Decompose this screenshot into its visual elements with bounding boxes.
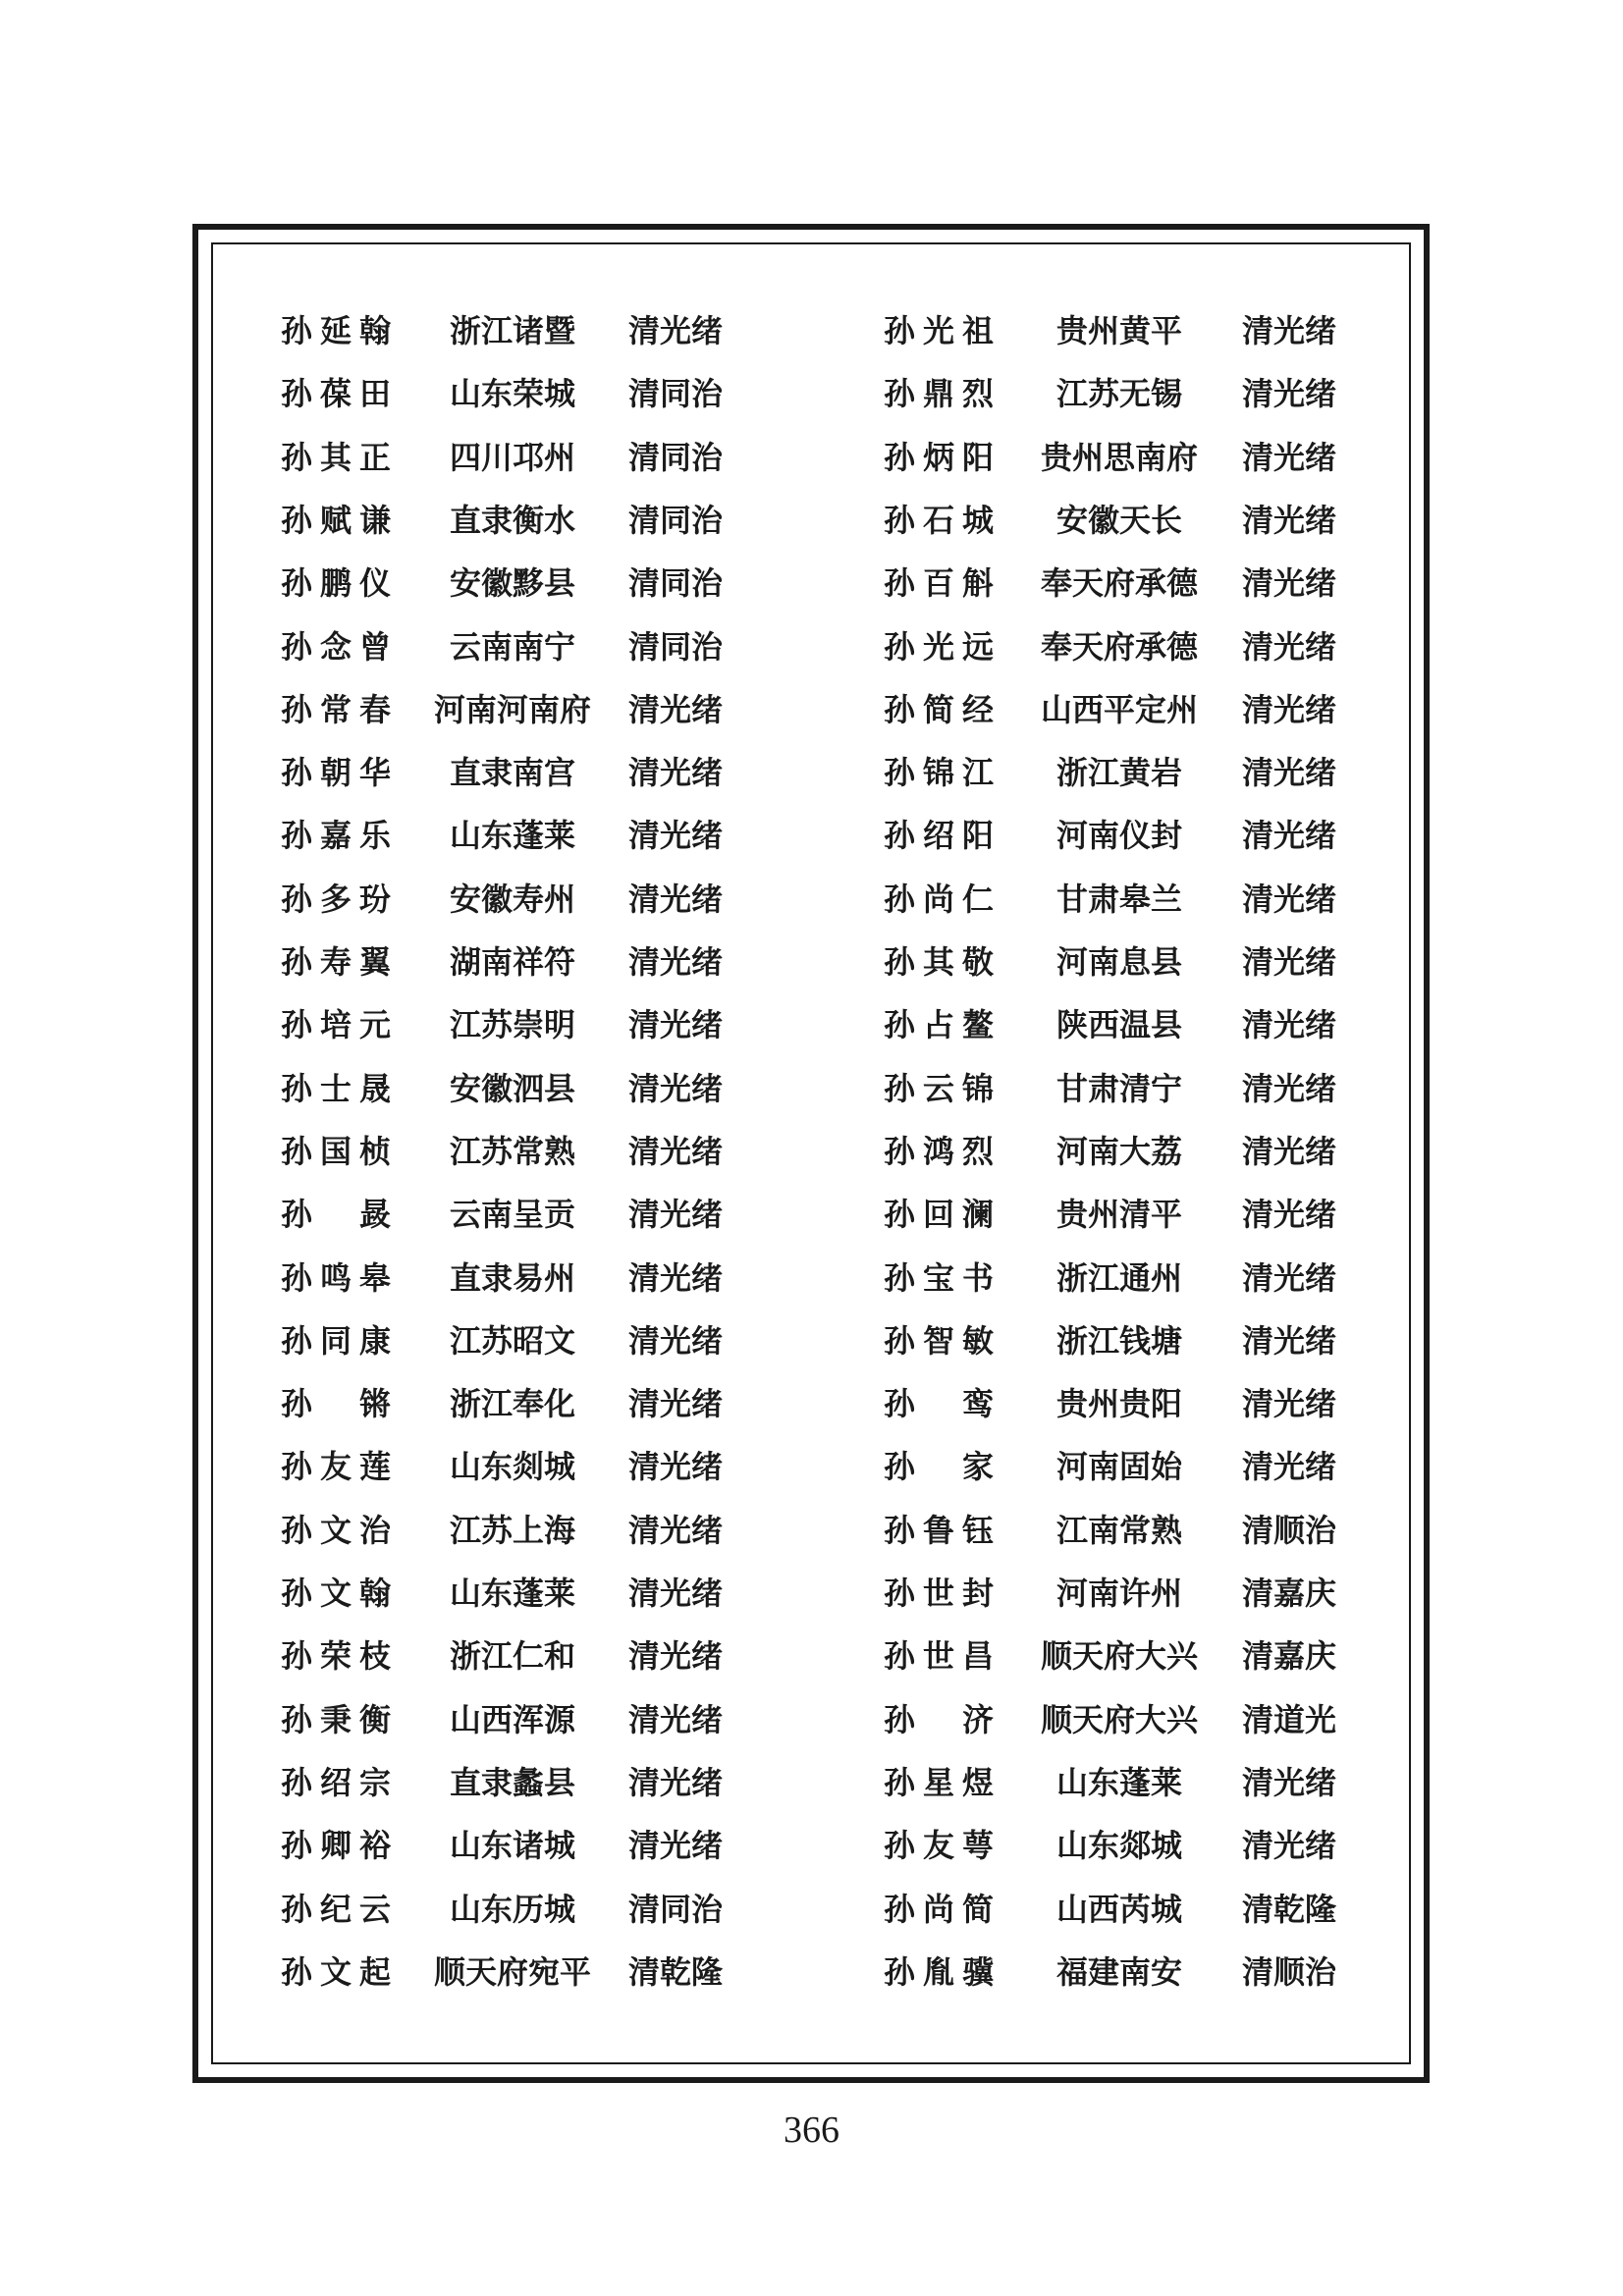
left-name-cell: 孙朝华 [281,754,391,792]
right-place-cell: 浙江钱塘 [1055,1321,1182,1360]
right-place-cell: 江南常熟 [1055,1511,1182,1549]
right-name-cell: 孙简经 [884,690,994,728]
left-era-cell: 清同治 [628,627,724,666]
left-name-cell: 孙常春 [281,690,391,728]
left-name-cell: 孙 晸 [281,1196,391,1234]
right-place-cell: 甘肃皋兰 [1055,880,1182,918]
table-row [0,1562,1623,1625]
left-era-cell: 清乾隆 [628,1952,724,1991]
left-place-cell: 云南呈贡 [449,1196,575,1234]
right-name-cell: 孙炳阳 [884,438,994,476]
left-place-cell: 浙江诸暨 [449,312,575,349]
table-row [0,1183,1623,1246]
table-row [0,1309,1623,1372]
left-place-cell: 直隶蠡县 [449,1763,575,1801]
table-row [0,931,1623,993]
left-name-cell: 孙葆田 [281,375,391,413]
right-name-cell: 孙占鳌 [884,1006,994,1044]
right-name-cell: 孙尚仁 [884,880,994,918]
right-era-cell: 清顺治 [1242,1952,1337,1991]
left-place-cell: 山东蓬莱 [449,817,575,855]
left-era-cell: 清光绪 [628,880,724,918]
left-era-cell: 清光绪 [628,312,724,349]
right-era-cell: 清光绪 [1242,1321,1337,1360]
table-row [0,1372,1623,1435]
table-row [0,489,1623,552]
left-name-cell: 孙同康 [281,1321,391,1360]
right-era-cell: 清光绪 [1242,501,1337,539]
table-row [0,993,1623,1056]
table-row [0,362,1623,425]
right-era-cell: 清光绪 [1242,880,1337,918]
left-era-cell: 清光绪 [628,1700,724,1738]
left-era-cell: 清光绪 [628,1575,724,1612]
right-place-cell: 安徽天长 [1055,501,1182,539]
left-name-cell: 孙嘉乐 [281,817,391,855]
table-row [0,299,1623,362]
left-name-cell: 孙其正 [281,438,391,476]
left-era-cell: 清光绪 [628,754,724,792]
left-name-cell: 孙 锵 [281,1385,391,1423]
right-place-cell: 河南息县 [1055,943,1182,981]
table-row [0,1120,1623,1183]
left-place-cell: 浙江仁和 [449,1637,575,1676]
left-era-cell: 清同治 [628,375,724,413]
right-name-cell: 孙百斛 [884,564,994,603]
right-place-cell: 贵州贵阳 [1055,1385,1182,1423]
right-place-cell: 奉天府承德 [1040,627,1198,666]
right-era-cell: 清乾隆 [1242,1890,1337,1928]
table-row [0,552,1623,614]
right-era-cell: 清光绪 [1242,375,1337,413]
left-place-cell: 湖南祥符 [449,943,575,981]
left-name-cell: 孙寿翼 [281,943,391,981]
right-place-cell: 河南大荔 [1055,1132,1182,1170]
table-row [0,1625,1623,1687]
right-era-cell: 清光绪 [1242,817,1337,855]
right-era-cell: 清光绪 [1242,1448,1337,1486]
right-place-cell: 河南固始 [1055,1448,1182,1486]
left-name-cell: 孙培元 [281,1006,391,1044]
right-name-cell: 孙友萼 [884,1827,994,1865]
left-name-cell: 孙士晟 [281,1069,391,1107]
left-era-cell: 清同治 [628,1890,724,1928]
left-place-cell: 四川邛州 [449,438,575,476]
right-era-cell: 清道光 [1242,1700,1337,1738]
right-name-cell: 孙尚简 [884,1890,994,1928]
left-name-cell: 孙念曾 [281,627,391,666]
left-era-cell: 清光绪 [628,1069,724,1107]
left-era-cell: 清光绪 [628,1006,724,1044]
right-era-cell: 清顺治 [1242,1511,1337,1549]
table-row [0,678,1623,741]
right-era-cell: 清嘉庆 [1242,1575,1337,1612]
left-era-cell: 清光绪 [628,1763,724,1801]
left-era-cell: 清光绪 [628,1637,724,1676]
right-era-cell: 清光绪 [1242,564,1337,603]
right-place-cell: 山西平定州 [1040,690,1198,728]
right-name-cell: 孙光远 [884,627,994,666]
left-era-cell: 清光绪 [628,1385,724,1423]
left-era-cell: 清同治 [628,438,724,476]
table-row [0,426,1623,489]
left-name-cell: 孙文翰 [281,1575,391,1612]
right-name-cell: 孙星煜 [884,1763,994,1801]
left-era-cell: 清光绪 [628,1511,724,1549]
left-place-cell: 直隶南宫 [449,754,575,792]
left-place-cell: 云南南宁 [449,627,575,666]
right-name-cell: 孙 济 [884,1700,994,1738]
right-era-cell: 清光绪 [1242,627,1337,666]
left-era-cell: 清光绪 [628,690,724,728]
right-era-cell: 清嘉庆 [1242,1637,1337,1676]
right-era-cell: 清光绪 [1242,312,1337,349]
right-place-cell: 福建南安 [1055,1952,1182,1991]
right-name-cell: 孙锦江 [884,754,994,792]
right-era-cell: 清光绪 [1242,754,1337,792]
right-era-cell: 清光绪 [1242,1827,1337,1865]
right-name-cell: 孙石城 [884,501,994,539]
left-place-cell: 山东剡城 [449,1448,575,1486]
left-place-cell: 河南河南府 [433,690,591,728]
left-era-cell: 清光绪 [628,1132,724,1170]
table-row [0,1057,1623,1120]
table-row [0,615,1623,678]
left-name-cell: 孙荣枝 [281,1637,391,1676]
left-era-cell: 清光绪 [628,817,724,855]
left-place-cell: 安徽寿州 [449,880,575,918]
right-place-cell: 顺天府大兴 [1040,1637,1198,1676]
right-name-cell: 孙鼎烈 [884,375,994,413]
right-era-cell: 清光绪 [1242,1385,1337,1423]
table-row [0,868,1623,931]
left-place-cell: 江苏崇明 [449,1006,575,1044]
right-era-cell: 清光绪 [1242,1196,1337,1234]
left-era-cell: 清光绪 [628,1827,724,1865]
left-era-cell: 清光绪 [628,1196,724,1234]
left-place-cell: 安徽黟县 [449,564,575,603]
right-name-cell: 孙鲁钰 [884,1511,994,1549]
left-name-cell: 孙友莲 [281,1448,391,1486]
left-place-cell: 江苏昭文 [449,1321,575,1360]
right-name-cell: 孙智敏 [884,1321,994,1360]
table-row [0,1688,1623,1751]
right-name-cell: 孙世封 [884,1575,994,1612]
table-row [0,804,1623,867]
left-name-cell: 孙纪云 [281,1890,391,1928]
right-era-cell: 清光绪 [1242,1006,1337,1044]
table-row [0,1435,1623,1498]
right-name-cell: 孙 家 [884,1448,994,1486]
right-place-cell: 河南仪封 [1055,817,1182,855]
left-name-cell: 孙鸣皋 [281,1258,391,1297]
table-row [0,1499,1623,1562]
left-name-cell: 孙赋谦 [281,501,391,539]
right-place-cell: 浙江黄岩 [1055,754,1182,792]
left-name-cell: 孙文起 [281,1952,391,1991]
right-place-cell: 山东郯城 [1055,1827,1182,1865]
left-place-cell: 山东蓬莱 [449,1575,575,1612]
right-name-cell: 孙光祖 [884,312,994,349]
right-era-cell: 清光绪 [1242,690,1337,728]
right-name-cell: 孙回澜 [884,1196,994,1234]
left-place-cell: 山东历城 [449,1890,575,1928]
left-place-cell: 山东荣城 [449,375,575,413]
right-era-cell: 清光绪 [1242,1763,1337,1801]
left-era-cell: 清同治 [628,564,724,603]
right-name-cell: 孙宝书 [884,1258,994,1297]
left-place-cell: 山东诸城 [449,1827,575,1865]
left-era-cell: 清光绪 [628,1448,724,1486]
right-era-cell: 清光绪 [1242,1258,1337,1297]
left-place-cell: 顺天府宛平 [433,1952,591,1991]
right-name-cell: 孙世昌 [884,1637,994,1676]
left-place-cell: 山西浑源 [449,1700,575,1738]
left-name-cell: 孙秉衡 [281,1700,391,1738]
right-place-cell: 山西芮城 [1055,1890,1182,1928]
left-era-cell: 清光绪 [628,1321,724,1360]
right-place-cell: 江苏无锡 [1055,375,1182,413]
left-place-cell: 浙江奉化 [449,1385,575,1423]
right-name-cell: 孙其敬 [884,943,994,981]
right-era-cell: 清光绪 [1242,1069,1337,1107]
right-place-cell: 贵州清平 [1055,1196,1182,1234]
right-place-cell: 陕西温县 [1055,1006,1182,1044]
left-place-cell: 江苏上海 [449,1511,575,1549]
left-name-cell: 孙卿裕 [281,1827,391,1865]
table-row [0,1878,1623,1941]
right-era-cell: 清光绪 [1242,1132,1337,1170]
right-place-cell: 浙江通州 [1055,1258,1182,1297]
left-name-cell: 孙多玢 [281,880,391,918]
left-place-cell: 直隶衡水 [449,501,575,539]
left-era-cell: 清同治 [628,501,724,539]
right-place-cell: 河南许州 [1055,1575,1182,1612]
right-place-cell: 甘肃清宁 [1055,1069,1182,1107]
left-name-cell: 孙延翰 [281,312,391,349]
left-era-cell: 清光绪 [628,1258,724,1297]
left-name-cell: 孙绍宗 [281,1763,391,1801]
right-name-cell: 孙云锦 [884,1069,994,1107]
left-place-cell: 安徽泗县 [449,1069,575,1107]
right-era-cell: 清光绪 [1242,943,1337,981]
left-name-cell: 孙鹏仪 [281,564,391,603]
table-row [0,741,1623,804]
right-place-cell: 贵州思南府 [1040,438,1198,476]
right-name-cell: 孙鸿烈 [884,1132,994,1170]
right-name-cell: 孙 鸾 [884,1385,994,1423]
right-place-cell: 奉天府承德 [1040,564,1198,603]
left-place-cell: 直隶易州 [449,1258,575,1297]
right-name-cell: 孙绍阳 [884,817,994,855]
table-row [0,1941,1623,2003]
table-row [0,1814,1623,1877]
left-place-cell: 江苏常熟 [449,1132,575,1170]
table-row [0,1247,1623,1309]
left-era-cell: 清光绪 [628,943,724,981]
left-name-cell: 孙文治 [281,1511,391,1549]
left-name-cell: 孙国桢 [281,1132,391,1170]
right-name-cell: 孙胤骥 [884,1952,994,1991]
right-place-cell: 顺天府大兴 [1040,1700,1198,1738]
right-place-cell: 贵州黄平 [1055,312,1182,349]
table-row [0,1751,1623,1814]
right-place-cell: 山东蓬莱 [1055,1763,1182,1801]
page-number: 366 [784,2109,839,2151]
right-era-cell: 清光绪 [1242,438,1337,476]
